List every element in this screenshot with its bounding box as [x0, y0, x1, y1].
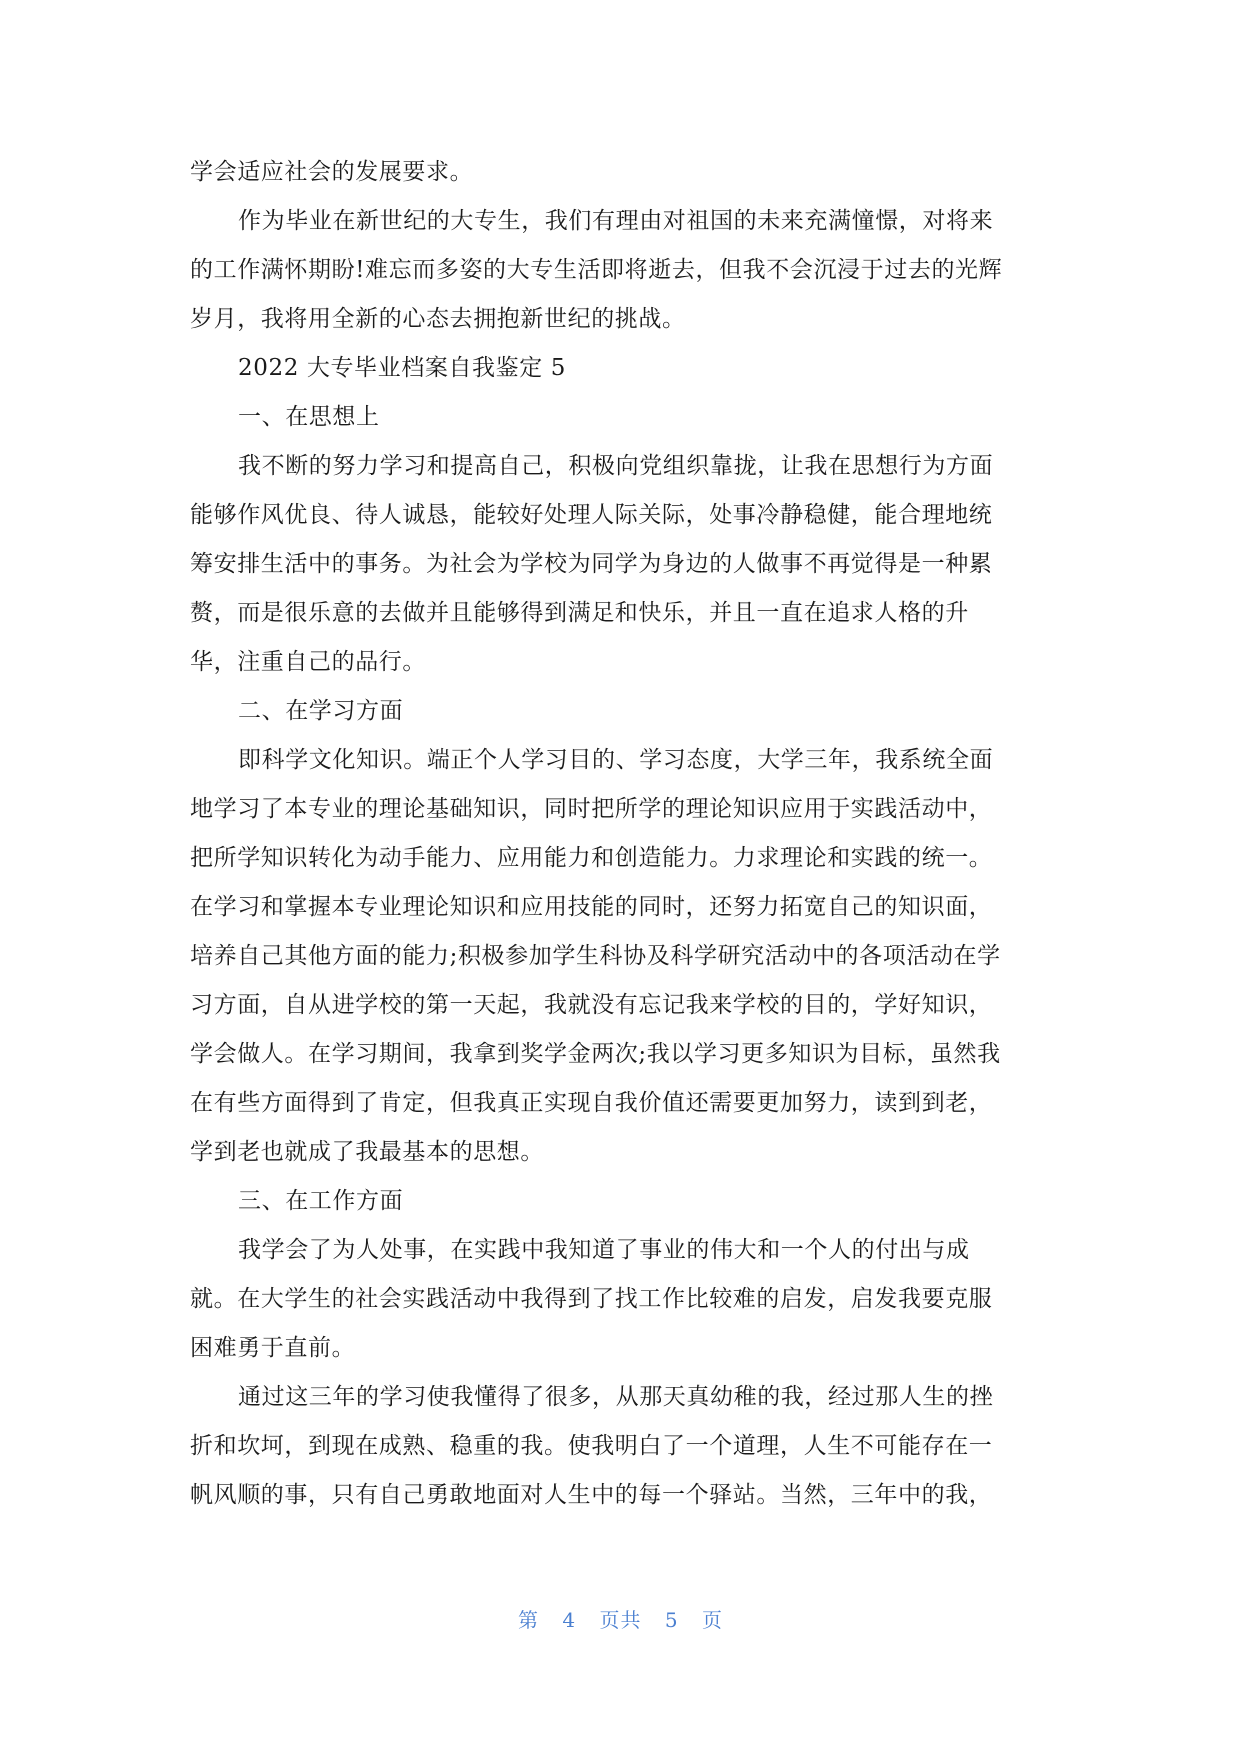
paragraph-start: 我学会了为人处事，在实践中我知道了事业的伟大和一个人的付出与成 — [238, 1237, 970, 1263]
text-line: 学到老也就成了我最基本的思想。 — [190, 1139, 544, 1165]
text-line: 培养自己其他方面的能力;积极参加学生科协及科学研究活动中的各项活动在学 — [190, 943, 1001, 969]
paragraph-start: 作为毕业在新世纪的大专生，我们有理由对祖国的未来充满憧憬，对将来 — [238, 208, 994, 234]
current-page-number: 4 — [562, 1608, 577, 1632]
section-title: 2022 大专毕业档案自我鉴定 5 — [238, 355, 566, 381]
text-line: 在有些方面得到了肯定，但我真正实现自我价值还需要更加努力，读到到老， — [190, 1090, 993, 1116]
text-line: 折和坎坷，到现在成熟、稳重的我。使我明白了一个道理，人生不可能存在一 — [190, 1433, 993, 1459]
text-line: 岁月，我将用全新的心态去拥抱新世纪的挑战。 — [190, 306, 686, 332]
paragraph-start: 我不断的努力学习和提高自己，积极向党组织靠拢，让我在思想行为方面 — [238, 453, 994, 479]
text-line: 地学习了本专业的理论基础知识，同时把所学的理论知识应用于实践活动中， — [190, 796, 993, 822]
text-line: 的工作满怀期盼!难忘而多姿的大专生活即将逝去，但我不会沉浸于过去的光辉 — [190, 257, 1003, 283]
section-heading: 一、在思想上 — [238, 404, 380, 430]
document-body — [190, 148, 1052, 1520]
text-line: 华，注重自己的品行。 — [190, 649, 426, 675]
footer-suffix: 页 — [701, 1608, 723, 1632]
text-line: 在学习和掌握本专业理论知识和应用技能的同时，还努力拓宽自己的知识面， — [190, 894, 993, 920]
paragraph-start: 即科学文化知识。端正个人学习目的、学习态度，大学三年，我系统全面 — [238, 747, 994, 773]
footer-middle: 页共 — [599, 1608, 642, 1632]
total-page-count: 5 — [664, 1608, 679, 1632]
text-line: 困难勇于直前。 — [190, 1335, 356, 1361]
text-line: 学会适应社会的发展要求。 — [190, 159, 474, 185]
section-heading: 三、在工作方面 — [238, 1188, 404, 1214]
text-line: 赘，而是很乐意的去做并且能够得到满足和快乐，并且一直在追求人格的升 — [190, 600, 969, 626]
footer-prefix: 第 — [518, 1608, 540, 1632]
section-heading: 二、在学习方面 — [238, 698, 404, 724]
text-line: 习方面，自从进学校的第一天起，我就没有忘记我来学校的目的，学好知识， — [190, 992, 993, 1018]
text-line: 帆风顺的事，只有自己勇敢地面对人生中的每一个驿站。当然，三年中的我， — [190, 1482, 993, 1508]
text-line: 就。在大学生的社会实践活动中我得到了找工作比较难的启发，启发我要克服 — [190, 1286, 993, 1312]
paragraph-start: 通过这三年的学习使我懂得了很多，从那天真幼稚的我，经过那人生的挫 — [238, 1384, 994, 1410]
text-line: 能够作风优良、待人诚恳，能较好处理人际关际，处事冷静稳健，能合理地统 — [190, 502, 993, 528]
text-line: 学会做人。在学习期间，我拿到奖学金两次;我以学习更多知识为目标，虽然我 — [190, 1041, 1001, 1067]
page-footer — [0, 1604, 1241, 1633]
text-line: 筹安排生活中的事务。为社会为学校为同学为身边的人做事不再觉得是一种累 — [190, 551, 993, 577]
text-line: 把所学知识转化为动手能力、应用能力和创造能力。力求理论和实践的统一。 — [190, 845, 993, 871]
